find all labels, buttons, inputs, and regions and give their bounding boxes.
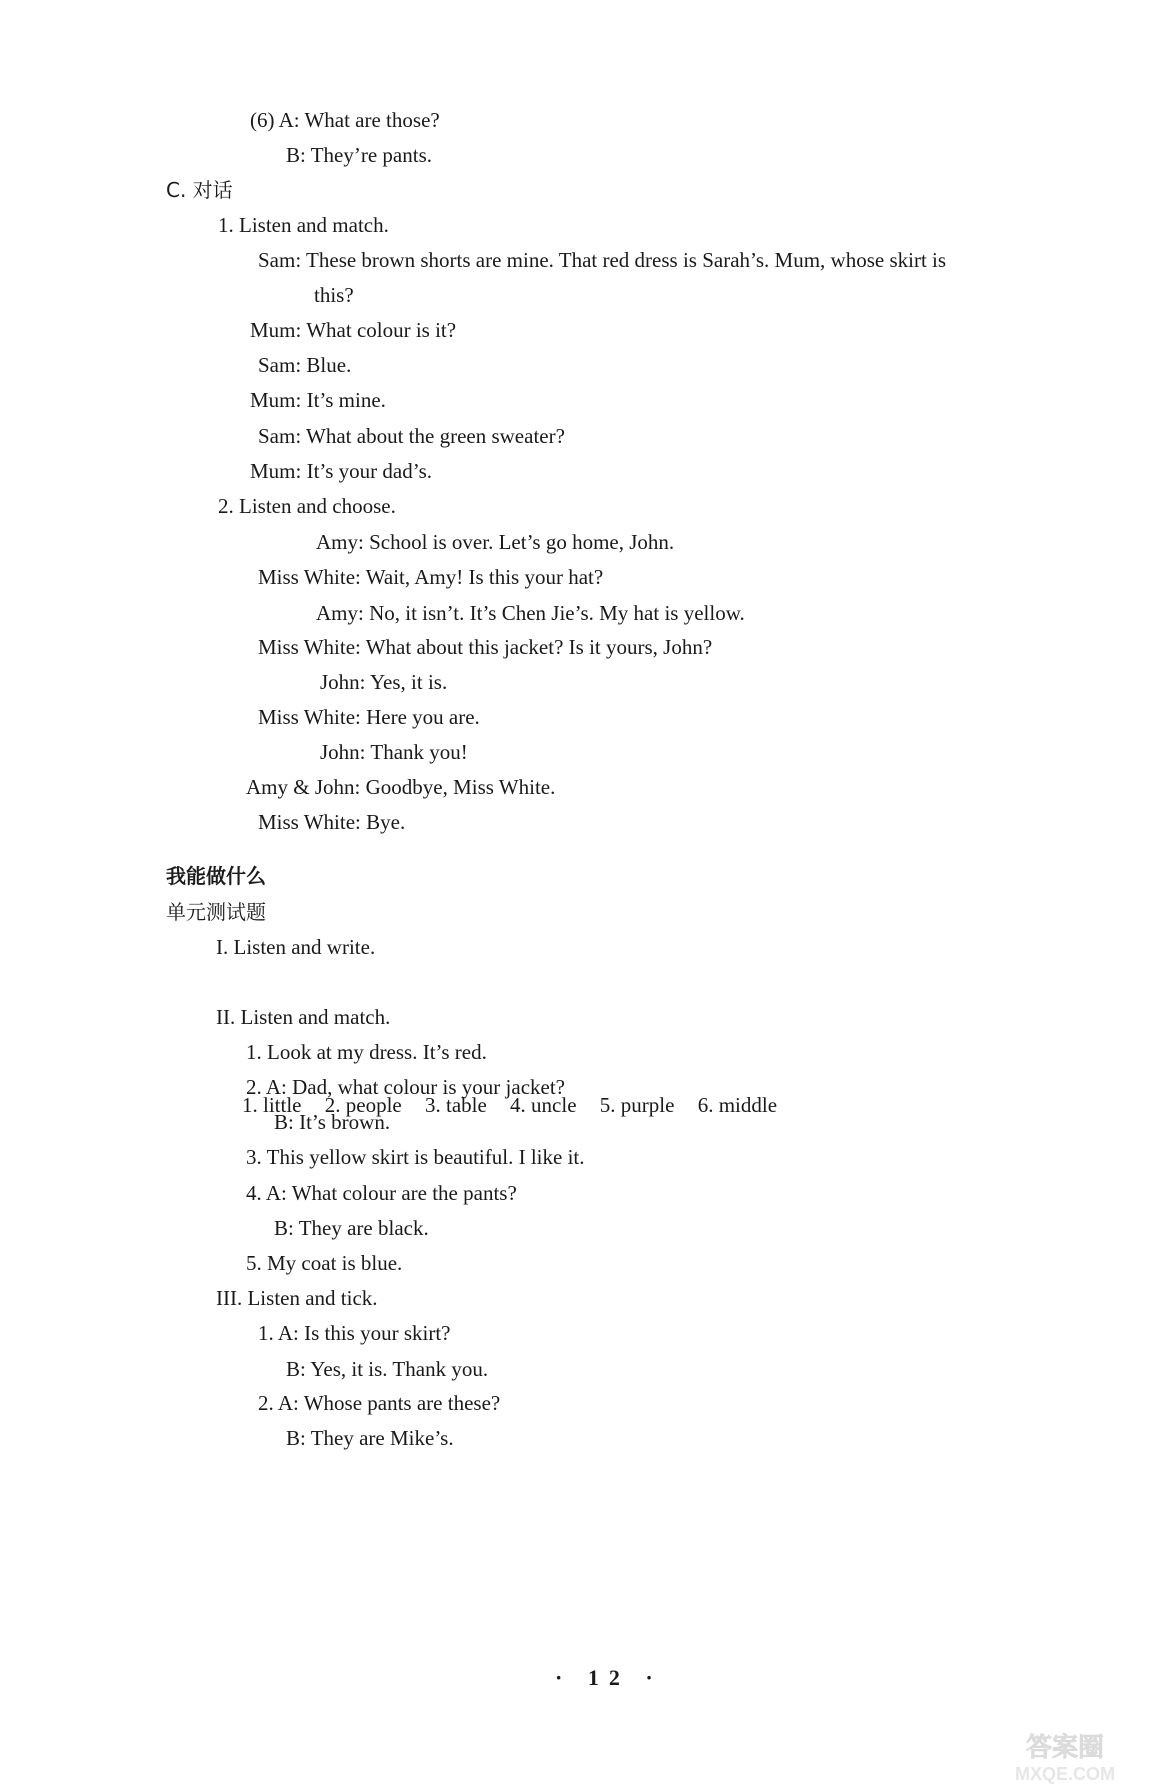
exercise-title: II. Listen and match. [216, 1005, 391, 1029]
word-item: 2. people [324, 1093, 402, 1117]
word-item: 4. uncle [510, 1093, 577, 1117]
word-item: 5. purple [599, 1093, 675, 1117]
watermark-logo [990, 1726, 1140, 1786]
dialogue-line: Sam: What about the green sweater? [258, 424, 565, 448]
section-heading: 单元测试题 [166, 900, 266, 924]
dialogue-line: 5. My coat is blue. [246, 1251, 403, 1275]
watermark-bottom-text: MXQE.COM [1014, 1764, 1116, 1784]
dialogue-line: Mum: It’s your dad’s. [250, 459, 432, 483]
dialogue-line: (6) A: What are those? [250, 108, 440, 132]
dialogue-line: B: It’s brown. [274, 1110, 391, 1134]
dialogue-line: 2. A: Dad, what colour is your jacket? [246, 1075, 565, 1099]
dialogue-line: John: Thank you! [320, 740, 468, 764]
section-heading: C. 对话 [166, 178, 233, 202]
dialogue-line: John: Yes, it is. [320, 670, 448, 694]
dialogue-line: Sam: Blue. [258, 353, 352, 377]
exercise-title: 2. Listen and choose. [218, 494, 396, 518]
dialogue-line: 2. A: Whose pants are these? [258, 1391, 501, 1415]
dialogue-line: B: Yes, it is. Thank you. [286, 1357, 489, 1381]
dialogue-line: B: They’re pants. [286, 143, 432, 167]
dialogue-line: Miss White: Bye. [258, 810, 406, 834]
section-heading: 我能做什么 [166, 864, 266, 888]
exercise-title: I. Listen and write. [216, 935, 376, 959]
dialogue-line: this? [314, 283, 354, 307]
dialogue-line: Amy & John: Goodbye, Miss White. [246, 775, 556, 799]
dialogue-line: Sam: These brown shorts are mine. That red dress is Sarah’s. Mum, whose skirt is [258, 248, 947, 272]
word-item: 3. table [424, 1093, 487, 1117]
dialogue-line: Amy: School is over. Let’s go home, John. [316, 530, 675, 554]
dialogue-line: Miss White: What about this jacket? Is it yours, John? [258, 635, 713, 659]
dialogue-line: 1. Look at my dress. It’s red. [246, 1040, 487, 1064]
dialogue-line: Miss White: Wait, Amy! Is this your hat? [258, 565, 604, 589]
dialogue-line: B: They are black. [274, 1216, 429, 1240]
dialogue-line: Miss White: Here you are. [258, 705, 480, 729]
dialogue-line: Amy: No, it isn’t. It’s Chen Jie’s. My hat is yellow. [316, 601, 745, 625]
exercise-title: 1. Listen and match. [218, 213, 389, 237]
dialogue-line: 3. This yellow skirt is beautiful. I like it. [246, 1145, 585, 1169]
dialogue-line: 1. A: Is this your skirt? [258, 1321, 451, 1345]
dialogue-line: B: They are Mike’s. [286, 1426, 454, 1450]
dialogue-line: Mum: What colour is it? [250, 318, 457, 342]
dialogue-line: Mum: It’s mine. [250, 388, 386, 412]
exercise-title: III. Listen and tick. [216, 1286, 378, 1310]
watermark-top-text: 答案圈 [1025, 1733, 1105, 1763]
page-number: · 12 · [555, 1665, 663, 1690]
dialogue-line: 4. A: What colour are the pants? [246, 1181, 517, 1205]
word-item: 6. middle [697, 1093, 778, 1117]
word-item: 1. little [242, 1093, 302, 1117]
